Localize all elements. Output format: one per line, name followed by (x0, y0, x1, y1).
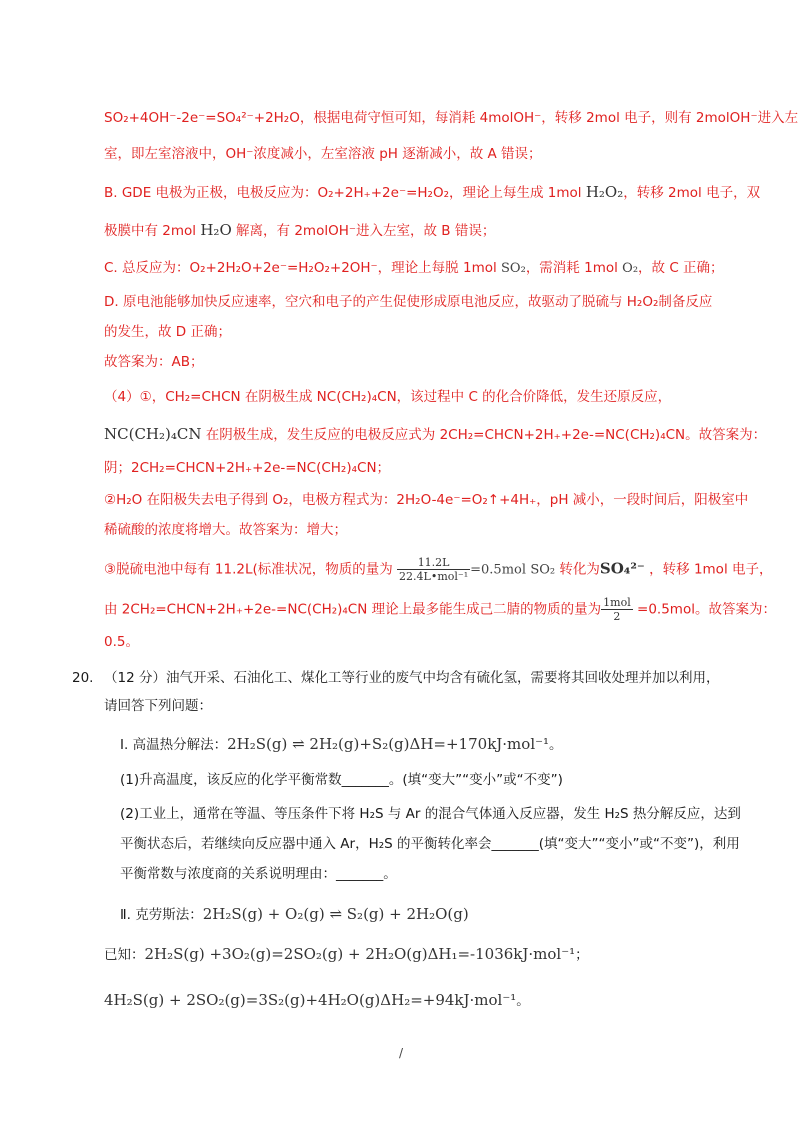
page-number: / (399, 1046, 404, 1060)
answer-line-15 (104, 596, 776, 623)
answer-text: 的发生，故 D 正确； (104, 324, 231, 340)
answer-text: D. 原电池能够加快反应速率，空穴和电子的产生促使形成原电池反应，故驱动了脱硫与 H₂O₂制备反应 (104, 294, 713, 310)
punctuation: 。 (516, 993, 530, 1009)
question-line-2 (104, 696, 212, 716)
answer-text: C. 总反应为：O₂+2H₂O+2e⁻=H₂O₂+2OH⁻，理论上每脱 1mol (104, 260, 497, 276)
answer-line-7 (104, 322, 231, 342)
answer-text: ，转移 1mol 电子， (649, 561, 773, 578)
answer-text: ③脱硫电池中每有 11.2L(标准状况，物质的量为 (104, 561, 393, 578)
question-text: (1)升高温度，该反应的化学平衡常数_______。(填“变大”“变小”或“不变”) (120, 772, 563, 788)
formula-h2o: H₂O (200, 221, 232, 239)
answer-line-13 (104, 520, 347, 540)
formula-so2: SO₂ (530, 562, 556, 578)
answer-line-2 (104, 144, 542, 164)
section-1-heading (120, 734, 563, 755)
answer-text: 极膜中有 2mol (104, 223, 197, 239)
answer-line-9 (104, 387, 671, 407)
formula-value: =0.5mol (470, 562, 527, 578)
answer-line-8 (104, 352, 204, 372)
known-line-1 (104, 944, 589, 965)
answer-line-10 (104, 424, 766, 445)
question-part-2a (120, 804, 741, 824)
question-number: 20. (72, 670, 94, 686)
punctuation: ； (575, 947, 589, 963)
question-text: 平衡状态后，若继续向反应器中通入 Ar，H₂S 的平衡转化率会_______(填“变大”“变小”或“不变”)，利用 (120, 836, 740, 852)
question-part-2c (120, 864, 397, 884)
fraction-numerator: 11.2L (397, 556, 470, 570)
answer-line-14 (104, 556, 773, 583)
answer-text: 解离，有 2molOH⁻进入左室，故 B 错误； (236, 223, 496, 239)
section-2-heading (120, 904, 469, 925)
fraction-half (601, 596, 633, 623)
answer-line-16 (104, 632, 139, 652)
fraction-moles (397, 556, 470, 583)
question-part-1 (120, 770, 563, 790)
answer-line-11 (104, 458, 390, 478)
answer-line-6 (104, 292, 712, 312)
fraction-numerator: 1mol (603, 596, 631, 609)
equation-known-2: 4H₂S(g) + 2SO₂(g)=3S₂(g)+4H₂O(g)ΔH₂=+94kJ·mol⁻¹ (104, 991, 517, 1009)
punctuation: 。 (549, 737, 563, 753)
answer-text: 阴；2CH₂=CHCN+2H₊+2e-=NC(CH₂)₄CN； (104, 460, 391, 476)
question-part-2b (120, 834, 740, 854)
answer-line-1 (104, 108, 798, 128)
answer-text: 室，即左室溶液中，OH⁻浓度减小，左室溶液 pH 逐渐减小，故 A 错误； (104, 146, 542, 162)
answer-text: 转化为 (559, 561, 600, 578)
answer-line-3 (104, 182, 760, 203)
equation-known-1: 2H₂S(g) +3O₂(g)=2SO₂(g) + 2H₂O(g)ΔH₁=-1036kJ·mol⁻¹ (144, 945, 576, 963)
question-text: （12 分）油气开采、石油化工、煤化工等行业的废气中均含有硫化氢，需要将其回收处理并加以利用， (104, 670, 720, 686)
question-text: 平衡常数与浓度商的关系说明理由：_______。 (120, 866, 397, 882)
answer-text: 故答案为：AB； (104, 354, 204, 370)
section-label: Ⅱ. 克劳斯法： (120, 907, 203, 923)
known-label: 已知： (104, 947, 145, 963)
answer-text: 在阴极生成，发生反应的电极反应式为 2CH₂=CHCN+2H₊+2e-=NC(CH₂)₄CN。故答案为： (205, 427, 767, 443)
question-text: (2)工业上，通常在等温、等压条件下将 H₂S 与 Ar 的混合气体通入反应器，发生 H₂S 热分解反应，达到 (120, 806, 741, 822)
answer-text: （4）①，CH₂=CHCN 在阴极生成 NC(CH₂)₄CN，该过程中 C 的化合价降低，发生还原反应， (104, 389, 672, 405)
formula-o2: O₂ (622, 261, 639, 276)
formula-h2o2: H₂O₂ (585, 183, 624, 201)
answer-text: ②H₂O 在阳极失去电子得到 O₂，电极方程式为：2H₂O-4e⁻=O₂↑+4H₊，pH 减小，一段时间后，阳极室中 (104, 492, 749, 508)
question-line-1 (104, 668, 719, 688)
answer-text: =0.5mol。故答案为： (637, 601, 776, 618)
answer-text: B. GDE 电极为正极，电极反应为：O₂+2H₊+2e⁻=H₂O₂，理论上每生成 1mol (104, 185, 582, 201)
formula-so2: SO₂ (501, 261, 526, 276)
question-text: 请回答下列问题： (104, 698, 212, 714)
answer-text: 由 2CH₂=CHCN+2H₊+2e-=NC(CH₂)₄CN 理论上最多能生成己二腈的物质的量为 (104, 601, 602, 618)
answer-line-5 (104, 258, 724, 279)
answer-text: ，转移 2mol 电子，双 (623, 185, 761, 201)
formula-sulfate: SO₄²⁻ (599, 559, 645, 578)
answer-line-12 (104, 490, 748, 510)
answer-text: ，故 C 正确； (638, 260, 724, 276)
fraction-denominator: 2 (613, 610, 621, 623)
formula-adiponitrile: NC(CH₂)₄CN (104, 425, 202, 443)
fraction-denominator: 22.4L•mol⁻¹ (399, 570, 469, 583)
answer-text: SO₂+4OH⁻-2e⁻=SO₄²⁻+2H₂O，根据电荷守恒可知，每消耗 4molOH⁻，转移 2mol 电子，则有 2molOH⁻进入左 (104, 110, 799, 126)
known-line-2 (104, 990, 530, 1011)
answer-text: 0.5。 (104, 634, 139, 650)
section-label: Ⅰ. 高温热分解法： (120, 737, 228, 753)
answer-text: ，需消耗 1mol (525, 260, 618, 276)
answer-text: 稀硫酸的浓度将增大。故答案为：增大； (104, 522, 347, 538)
equation-claus: 2H₂S(g) + O₂(g) ⇌ S₂(g) + 2H₂O(g) (202, 905, 469, 923)
equation-decomposition: 2H₂S(g) ⇌ 2H₂(g)+S₂(g)ΔH=+170kJ·mol⁻¹ (227, 735, 550, 753)
answer-line-4 (104, 220, 495, 241)
